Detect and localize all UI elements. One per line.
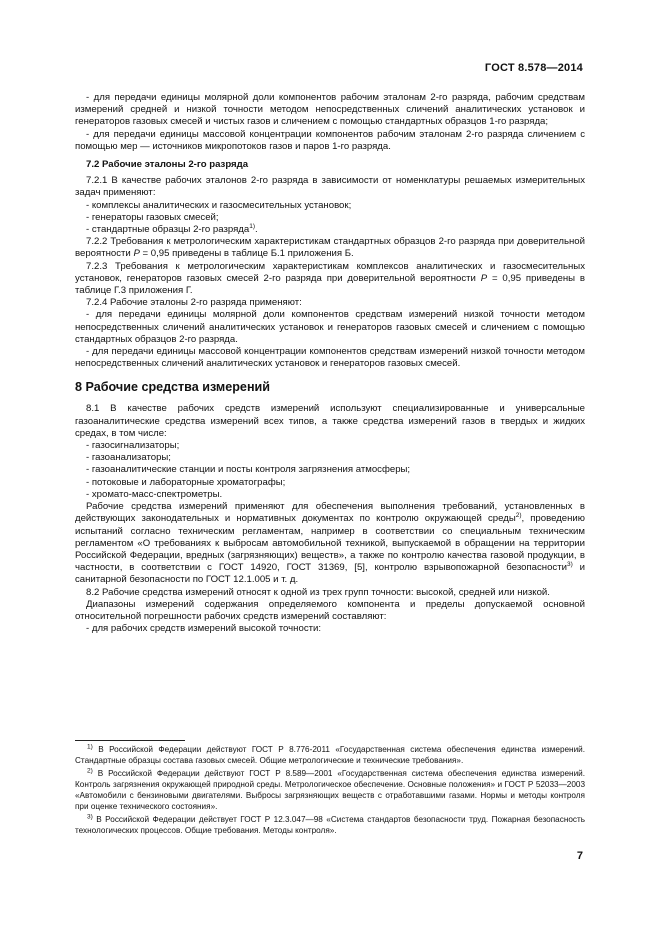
footnote: $^{1)}$ В Российской Федерации действуют ГОСТ Р 8.776-2011 «Государственная система обеспечения единства измерений. Стандартные образцы состава газовых смесей. Общие метрологические и технические требования».	[75, 743, 585, 765]
footnote-ref: 2)	[515, 512, 522, 520]
footnote: $^{2)}$ В Российской Федерации действуют ГОСТ Р 8.589—2001 «Государственная система обеспечения единства измерений. Контроль загрязнения окружающей природной среды. Метрологическое обеспечение. Основные положения» и ГОСТ Р 52033—2003 «Автомобили с бензиновыми двигателями. Выбросы загрязняющих веществ с отработавшими газами. Нормы и методы контроля при оценке технического состояния».	[75, 767, 585, 811]
paragraph-7-2-4-item-2: - для передачи единицы массовой концентрации компонентов средствам измерений низкой точности методом непосредственных сличений аналитических установок и генераторов газовых смесей.	[75, 346, 585, 370]
list-item: - потоковые и лабораторные хроматографы;	[86, 476, 286, 488]
section-7-2-heading: 7.2 Рабочие эталоны 2-го разряда	[86, 159, 249, 171]
list-item: - газосигнализаторы;	[86, 440, 180, 452]
paragraph-high-accuracy: - для рабочих средств измерений высокой точности:	[86, 623, 322, 635]
list-item: - стандартные образцы 2-го разряда$^{1)}$.	[86, 222, 258, 236]
paragraph-8-1: 8.1 В качестве рабочих средств измерений используют специализированные и универсальные газоаналитические средства измерений всех типов, а также средства измерений газов в твердых и жидких средах, в том числе:	[75, 403, 585, 439]
footnote: $^{3)}$ В Российской Федерации действует ГОСТ Р 12.3.047—98 «Система стандартов безопасности труд. Пожарная безопасность технологических процессов. Общие требования. Методы контроля».	[75, 813, 585, 835]
page-body	[75, 92, 585, 635]
list-item: - комплексы аналитических и газосмесительных установок;	[86, 199, 352, 211]
footnotes	[75, 744, 585, 838]
intro-paragraph-1: - для передачи единицы молярной доли компонентов рабочим эталонам 2-го разряда, рабочим средствам измерений средней и низкой точности методом непосредственных сличений аналитических установок и генераторов газовых смесей и чистых газов и сличением с помощью стандартных образцов 1-го разряда;	[75, 92, 585, 128]
paragraph-8-2: 8.2 Рабочие средства измерений относят к одной из трех групп точности: высокой, средней или низкой.	[86, 586, 550, 598]
list-item: - генераторы газовых смесей;	[86, 211, 219, 223]
paragraph-ranges: Диапазоны измерений содержания определяемого компонента и пределы допускаемой основной относительной погрешности рабочих средств измерений составляют:	[75, 598, 585, 622]
paragraph-7-2-4-item-1: - для передачи единицы молярной доли компонентов средствам измерений низкой точности методом непосредственных сличений аналитических установок и генераторов газовых смесей и сличением с помощью стандартных образцов 2-го разряда.	[75, 309, 585, 345]
paragraph-7-2-2: 7.2.2 Требования к метрологическим характеристикам стандартных образцов 2-го разряда при доверительной вероятности P = 0,95 приведены в таблице Б.1 приложения Б.	[75, 236, 585, 260]
page-number: 7	[576, 850, 583, 862]
paragraph-7-2-3: 7.2.3 Требования к метрологическим характеристикам комплексов аналитических и газосмесительных установок, генераторов газовых смесей 2-го разряда при доверительной вероятности P = 0,95 приведены в таблице Г.3 приложения Г.	[75, 260, 586, 297]
intro-paragraph-2: - для передачи единицы массовой концентрации компонентов рабочим эталонам 2-го разряда сличением с помощью мер — источников микропотоков газов и паров 1-го разряда.	[75, 128, 585, 152]
list-item: - газоанализаторы;	[86, 452, 171, 464]
paragraph-7-2-4: 7.2.4 Рабочие эталоны 2-го разряда применяют:	[86, 297, 302, 309]
list-item: - газоаналитические станции и посты контроля загрязнения атмосферы;	[86, 464, 411, 476]
footnote-divider	[75, 740, 185, 741]
paragraph-7-2-1: 7.2.1 В качестве рабочих эталонов 2-го разряда в зависимости от номенклатуры решаемых измерительных задач применяют:	[75, 175, 585, 199]
paragraph-apply: Рабочие средства измерений применяют для обеспечения выполнения требований, установленных в действующих законодательных и нормативных документах по контролю окружающей среды$^{2)}$, проведению испытаний согласно техническим регламентам, например в соответствии со специальным техническим регламентом «О требованиях к выбросам автомобильной техникой, выпускаемой в обращении на территории Российской Федерации, вредных (загрязняющих) веществ», а также по контролю качества газовой продукции, в частности, в соответствии с ГОСТ 14920, ГОСТ 31369, [5], контролю взрывопожарной безопасности$^{3)}$ и санитарной безопасности по ГОСТ 12.1.005 и т. д.	[75, 501, 585, 586]
footnote-ref: 3)	[566, 560, 573, 568]
footnote-ref: 1)	[249, 222, 255, 230]
section-8-heading: 8 Рабочие средства измерений	[75, 380, 271, 395]
document-id: ГОСТ 8.578—2014	[484, 62, 583, 74]
list-item: - хромато-масс-спектрометры.	[86, 488, 223, 500]
